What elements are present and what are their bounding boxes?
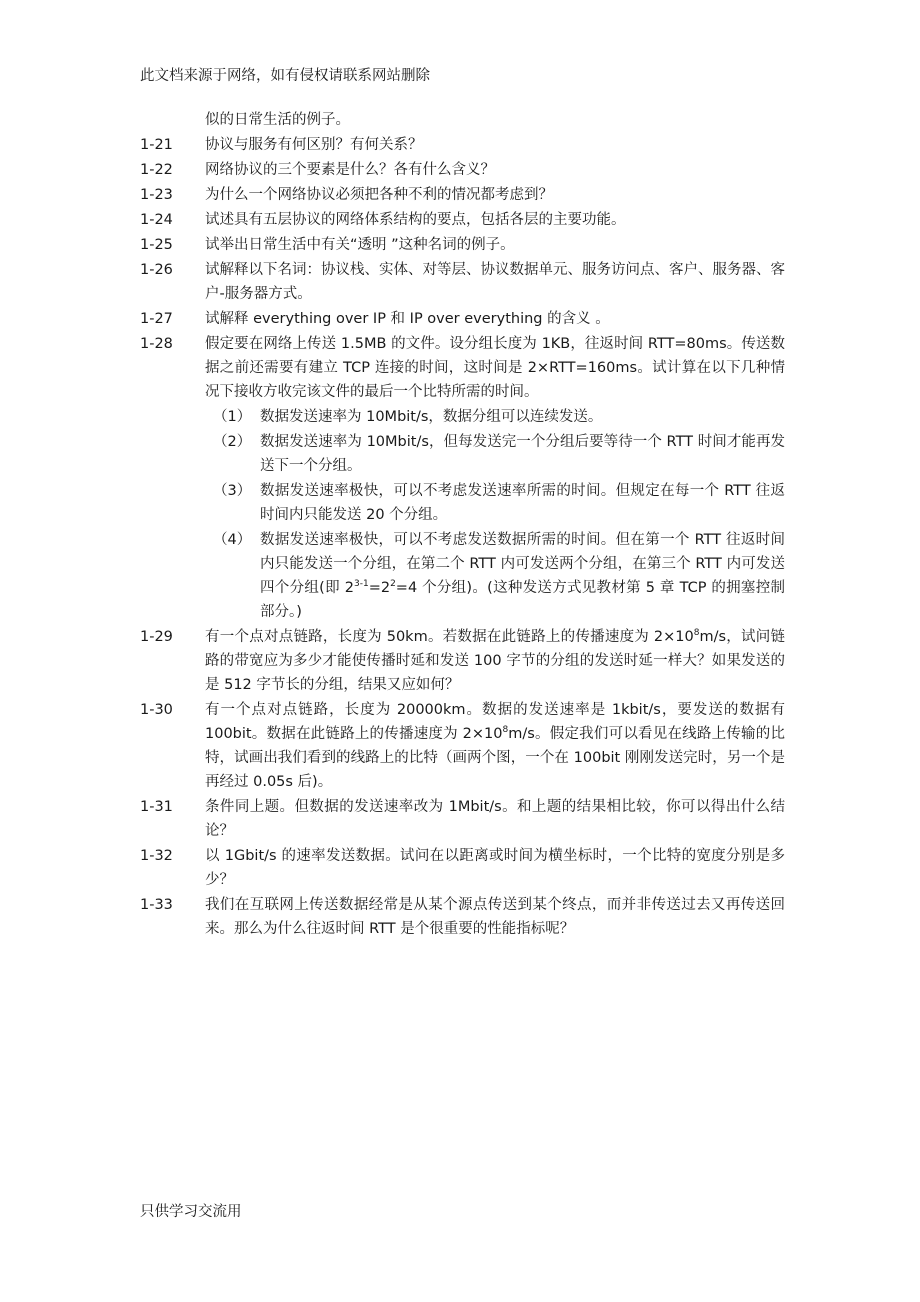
question-text — [205, 698, 785, 794]
sub-question-number: （2） — [213, 434, 252, 450]
question-number: 1-25 — [140, 237, 173, 253]
continuation-text: 似的日常生活的例子。 — [205, 112, 350, 128]
question-number: 1-32 — [140, 848, 173, 864]
page-header: 此文档来源于网络，如有侵权请联系网站删除 — [140, 68, 430, 84]
question-number: 1-22 — [140, 162, 173, 178]
sub-question-item — [140, 430, 785, 478]
question-number: 1-28 — [140, 336, 173, 352]
question-text — [205, 625, 785, 697]
sub-question-text: 数据发送速率极快，可以不考虑发送速率所需的时间。但规定在每一个 RTT 往返时间内只能发送 20 个分组。 — [260, 483, 785, 523]
question-text: 我们在互联网上传送数据经常是从某个源点传送到某个终点，而并非传送过去又再传送回来。那么为什么往返时间 RTT 是个很重要的性能指标呢？ — [205, 897, 785, 937]
sub-question-item — [140, 405, 785, 429]
question-item — [140, 133, 785, 157]
question-text: 为什么一个网络协议必须把各种不利的情况都考虑到？ — [205, 187, 553, 203]
superscript: 3-1 — [353, 579, 369, 589]
question-list — [140, 108, 785, 941]
sub-question-item — [140, 528, 785, 624]
text-segment: m/s。假定我们可以看见在线路上传输的比特，试画出我们看到的线路上的比特（画两个图，一个在 100bit 刚刚发送完时，另一个是再经过 0.05s 后)。 — [205, 726, 785, 790]
sub-question-number: （3） — [213, 483, 252, 499]
question-item — [140, 183, 785, 207]
question-number: 1-31 — [140, 799, 173, 815]
question-item — [140, 332, 785, 404]
question-item — [140, 795, 785, 843]
superscript: 2 — [390, 579, 396, 589]
text-segment: 有一个点对点链路，长度为 50km。若数据在此链路上的传播速度为 2×10 — [205, 629, 694, 645]
sub-question-number: （1） — [213, 409, 252, 425]
question-item — [140, 208, 785, 232]
question-number: 1-29 — [140, 629, 173, 645]
text-segment: 有一个点对点链路，长度为 20000km。数据的发送速率是 1kbit/s，要发送的数据有 100bit。数据在此链路上的传播速度为 2×10 — [205, 702, 785, 742]
question-number: 1-27 — [140, 311, 173, 327]
question-item — [140, 625, 785, 697]
question-item — [140, 844, 785, 892]
text-segment: 数据发送速率极快，可以不考虑发送数据所需的时间。但在第一个 RTT 往返时间内只能发送一个分组，在第二个 RTT 内可发送两个分组，在第三个 RTT 内可发送四个分组(即 2 — [260, 532, 785, 596]
text-segment: =4 个分组)。(这种发送方式见教材第 5 章 TCP 的拥塞控制部分。) — [260, 580, 785, 620]
question-text: 试解释 everything over IP 和 IP over everything 的含义 。 — [205, 311, 610, 327]
question-item — [140, 158, 785, 182]
question-text: 试举出日常生活中有关“透明 ”这种名词的例子。 — [205, 237, 515, 253]
superscript: 8 — [502, 725, 509, 735]
question-item — [140, 307, 785, 331]
question-item — [140, 698, 785, 794]
question-number: 1-23 — [140, 187, 173, 203]
sub-question-text — [260, 528, 785, 624]
question-item — [140, 893, 785, 941]
question-text: 条件同上题。但数据的发送速率改为 1Mbit/s。和上题的结果相比较，你可以得出什么结论？ — [205, 799, 785, 839]
question-text: 协议与服务有何区别？有何关系？ — [205, 137, 423, 153]
question-item — [140, 233, 785, 257]
question-item — [140, 258, 785, 306]
question-text: 以 1Gbit/s 的速率发送数据。试问在以距离或时间为横坐标时，一个比特的宽度分别是多少？ — [205, 848, 785, 888]
superscript: 8 — [693, 628, 700, 638]
sub-question-number: （4） — [213, 532, 252, 548]
text-segment: =2 — [368, 580, 391, 596]
question-text: 假定要在网络上传送 1.5MB 的文件。设分组长度为 1KB，往返时间 RTT=80ms。传送数据之前还需要有建立 TCP 连接的时间，这时间是 2×RTT=160ms。试计算在以下几种情况下接收方收完该文件的最后一个比特所需的时间。 — [205, 336, 785, 400]
sub-question-item — [140, 479, 785, 527]
question-number: 1-33 — [140, 897, 173, 913]
question-number: 1-24 — [140, 212, 173, 228]
question-text: 试述具有五层协议的网络体系结构的要点，包括各层的主要功能。 — [205, 212, 626, 228]
text-segment: m/s，试问链路的带宽应为多少才能使传播时延和发送 100 字节的分组的发送时延一样大？如果发送的是 512 字节长的分组，结果又应如何？ — [205, 629, 785, 693]
sub-question-text: 数据发送速率为 10Mbit/s，数据分组可以连续发送。 — [260, 409, 603, 425]
question-text: 试解释以下名词：协议栈、实体、对等层、协议数据单元、服务访问点、客户、服务器、客户-服务器方式。 — [205, 262, 785, 302]
question-number: 1-30 — [140, 702, 173, 718]
question-text: 网络协议的三个要素是什么？各有什么含义？ — [205, 162, 495, 178]
question-number: 1-26 — [140, 262, 173, 278]
page-footer: 只供学习交流用 — [140, 1204, 242, 1220]
sub-question-text: 数据发送速率为 10Mbit/s，但每发送完一个分组后要等待一个 RTT 时间才能再发送下一个分组。 — [260, 434, 785, 474]
question-number: 1-21 — [140, 137, 173, 153]
